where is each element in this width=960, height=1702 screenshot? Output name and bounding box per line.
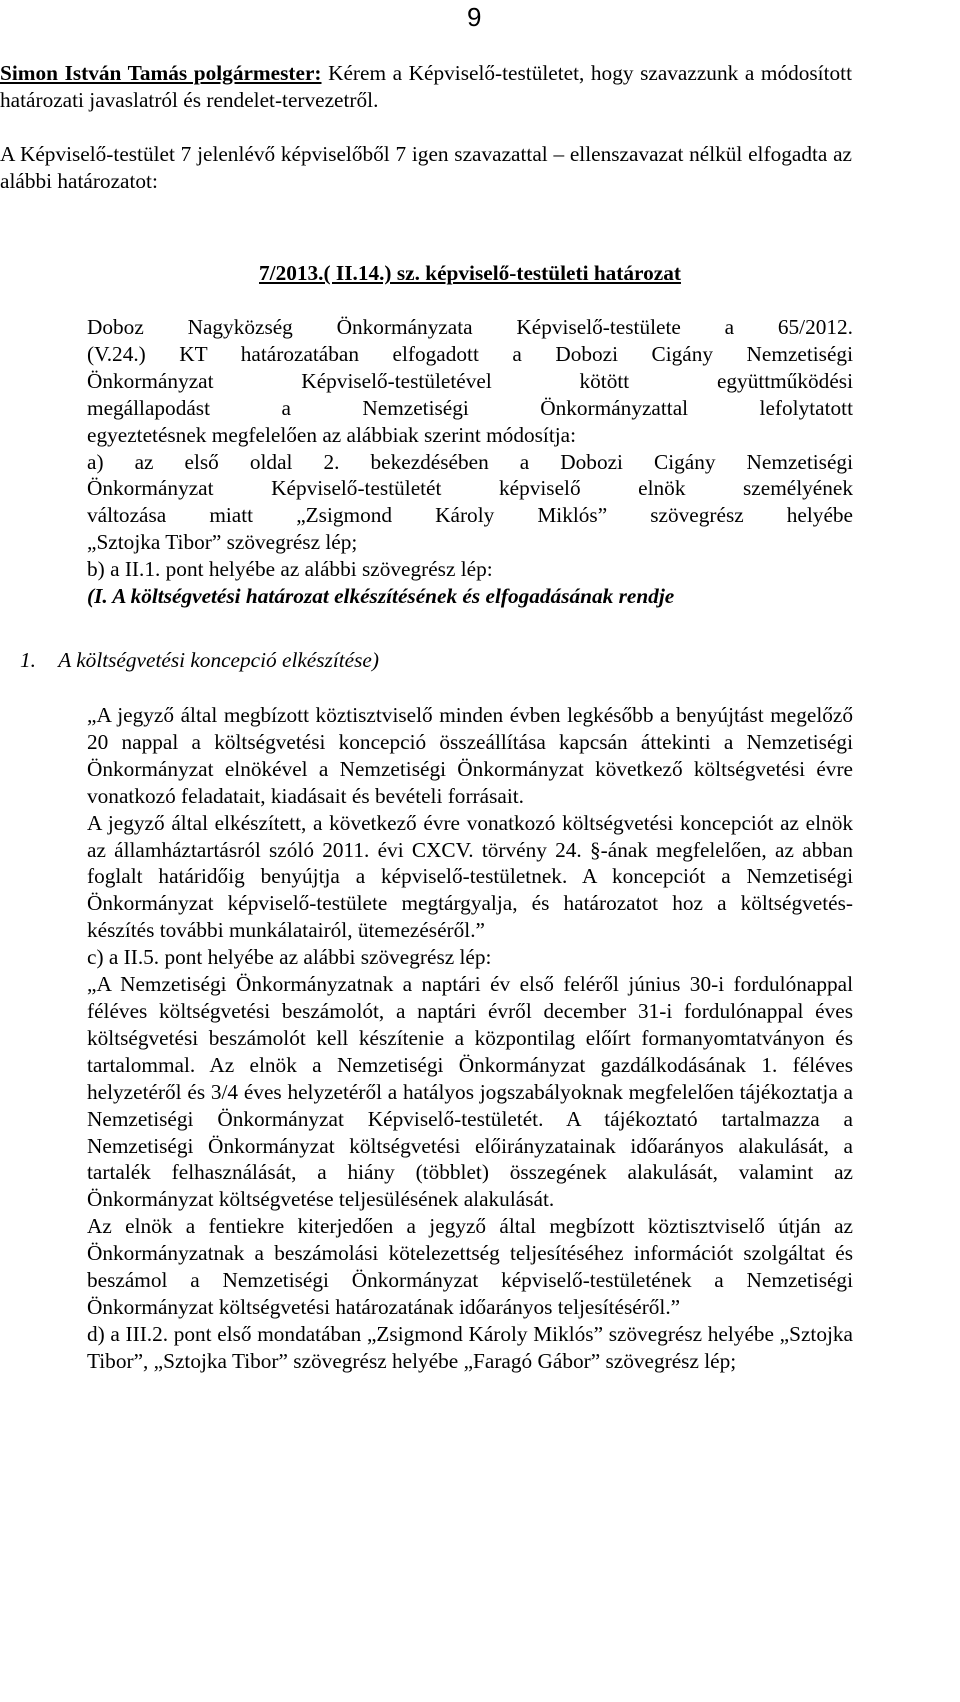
item-a-line: Önkormányzat Képviselő-testületét képviselő elnök személyének (87, 476, 853, 501)
resolution-line: egyeztetésnek megfelelően az alábbiak szerint módosítja: (87, 422, 577, 447)
resolution-title: 7/2013.( II.14.) sz. képviselő-testületi határozat (259, 261, 681, 285)
resolution-line: megállapodást a Nemzetiségi Önkormányzattal lefolytatott (87, 395, 853, 420)
vote-result: A Képviselő-testület 7 jelenlévő képviselőből 7 igen szavazattal – ellenszavazat nélkül elfogadta az alábbi határozatot: (0, 142, 852, 193)
item-b-text: b) a II.1. pont helyébe az alábbi szövegrész lép: (87, 557, 493, 582)
speaker-speech: Kérem a Képviselő-testületet, hogy szavazzunk a módosított határozati javaslatról és rendelet-tervezetről. (0, 61, 852, 112)
item-c-paragraph: Az elnök a fentiekre kiterjedően a jegyző által megbízott köztisztviselő útján az Önkormányzatnak a beszámolási kötelezettség teljesítéséhez információt szolgáltat és beszámol a Nemzetiségi Önkormányzat képviselő-testületének a Nemzetiségi Önkormányzat költségvetési határozatának időarányos teljesítéséről.” (87, 1214, 853, 1319)
item-a-line: változása miatt „Zsigmond Károly Miklós” szövegrész helyébe (87, 503, 853, 528)
item-b-paragraph: „A jegyző által megbízott köztisztviselő minden évben legkésőbb a benyújtást megelőző 20 nappal a költségvetési koncepció összeállítása kapcsán áttekinti a Nemzetiségi Önkormányzat elnökével a Nemzetiségi Önkormányzat következő költségvetési évre vonatkozó feladatait, kiadásait és bevételi forrásait. (87, 703, 853, 808)
resolution-line: Doboz Nagyközség Önkormányzata Képviselő-testülete a 65/2012. (87, 315, 853, 339)
resolution-body (87, 314, 853, 610)
item-a-line: a) az első oldal 2. bekezdésében a Dobozi Cigány Nemzetiségi (87, 449, 853, 474)
item-b-paragraph: A jegyző által elkészített, a következő évre vonatkozó költségvetési koncepciót az elnök az államháztartásról szóló 2011. évi CXCV. törvény 24. §-ának megfelelően, az abban foglalt határidőig benyújtja a képviselő-testületnek. A koncepciót a Nemzetiségi Önkormányzat képviselő-testülete megtárgyalja, és határozatot hoz a költségvetés-készítés további munkálatairól, ütemezéséről.” (87, 810, 853, 943)
item-b-heading: (I. A költségvetési határozat elkészítésének és elfogadásának rendje (87, 584, 675, 609)
resolution-line: (V.24.) KT határozatában elfogadott a Dobozi Cigány Nemzetiségi (87, 341, 853, 366)
resolution-line: Önkormányzat Képviselő-testületével kötött együttműködési (87, 368, 853, 393)
item-b-quote (87, 702, 853, 1375)
intro-paragraph (0, 60, 852, 114)
speaker-name: Simon István Tamás polgármester: (0, 61, 322, 85)
subheading-text: A költségvetési koncepció elkészítése) (58, 648, 379, 672)
subheading-number: 1. (20, 648, 36, 672)
item-c-text: c) a II.5. pont helyébe az alábbi szövegrész lép: (87, 945, 492, 970)
item-d-text: d) a III.2. pont első mondatában „Zsigmond Károly Miklós” szövegrész helyébe „Sztojka Tibor”, „Sztojka Tibor” szövegrész helyébe „Faragó Gábor” szövegrész lép; (87, 1321, 853, 1373)
item-a-line: „Sztojka Tibor” szövegrész lép; (87, 530, 358, 555)
item-b-subheading (20, 647, 820, 674)
page-number: 9 (467, 2, 482, 32)
item-c-paragraph: „A Nemzetiségi Önkormányzatnak a naptári év első feléről június 30-i fordulónappal féléves költségvetési beszámolót, a naptári évről december 31-i fordulónappal éves költségvetési beszámolót kell készítenie a központilag előírt formanyomtatványon és tartalommal. Az elnök a Nemzetiségi Önkormányzat gazdálkodásának 1. féléves helyzetéről és 3/4 éves helyzetéről a hatályos jogszabályoknak megfelelően tájékoztatja a Nemzetiségi Önkormányzat Képviselő-testületét. A tájékoztató tartalmazza a Nemzetiségi Önkormányzat költségvetési előirányzatainak időarányos alakulását, a tartalék felhasználását, a hiány (többlet) összegének alakulását, valamint az Önkormányzat költségvetése teljesülésének alakulását. (87, 972, 853, 1212)
